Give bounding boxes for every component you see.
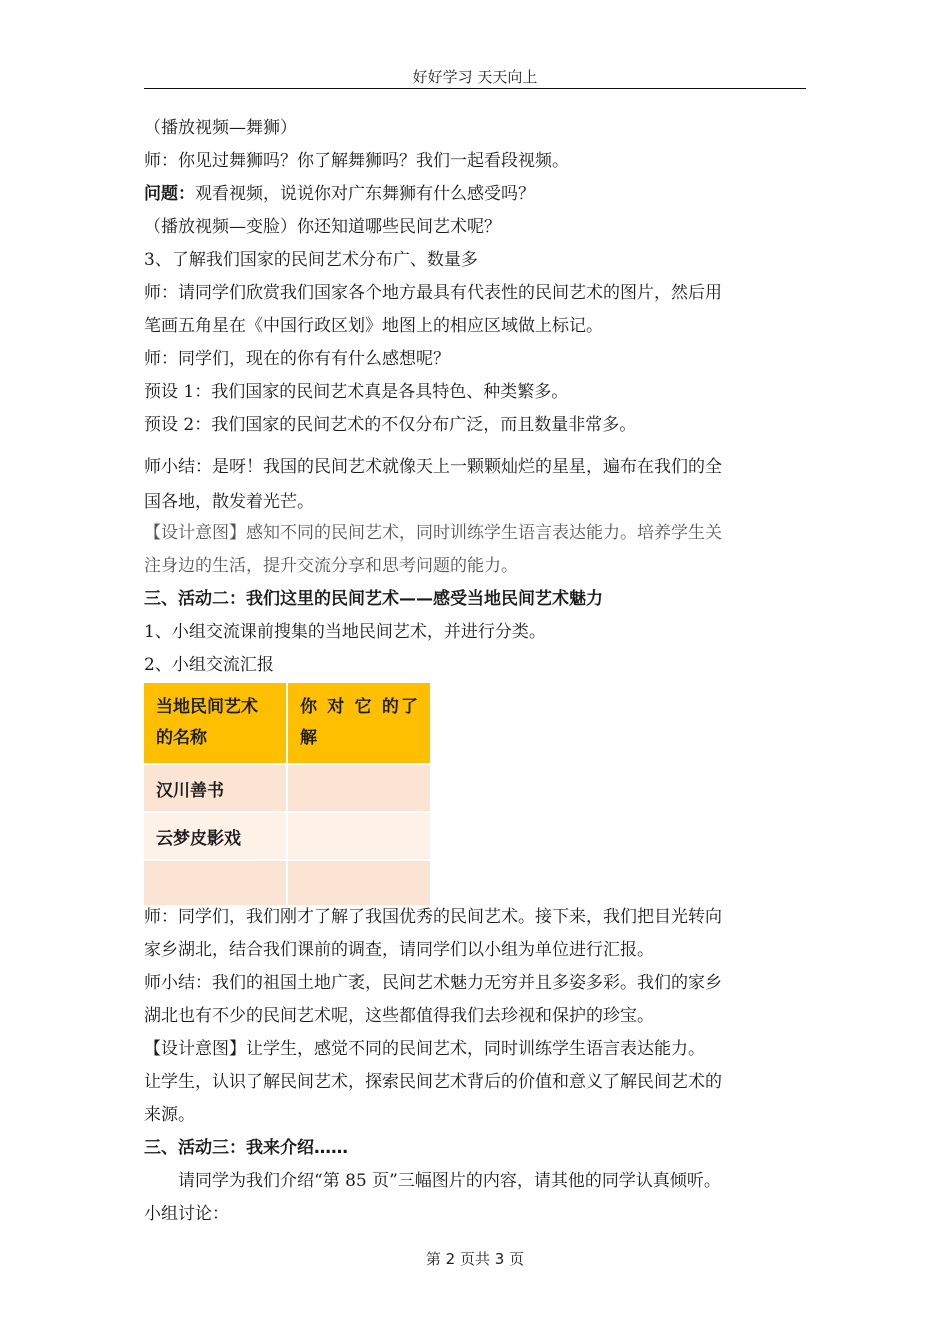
paragraph: 师：同学们，现在的你有有什么感想呢？ — [144, 349, 450, 369]
table-row — [144, 812, 430, 860]
question-label: 问题： — [144, 184, 195, 204]
paragraph: 师小结：我们的祖国土地广袤，民间艺术魅力无穷并且多姿多彩。我们的家乡 — [144, 973, 722, 993]
table-cell — [144, 860, 287, 905]
paragraph — [144, 183, 535, 205]
paragraph: 预设 2：我们国家的民间艺术的不仅分布广泛，而且数量非常多。 — [144, 415, 637, 435]
table-cell — [287, 860, 430, 905]
paragraph: 让学生，认识了解民间艺术，探索民间艺术背后的价值和意义了解民间艺术的 — [144, 1072, 722, 1092]
paragraph: 师小结：是呀！我国的民间艺术就像天上一颗颗灿烂的星星，遍布在我们的全 — [144, 457, 722, 477]
page-header: 好好学习 天天向上 — [412, 68, 538, 86]
header-rule — [144, 88, 806, 89]
table-cell: 云梦皮影戏 — [144, 812, 287, 860]
table-header-cell: 你 对 它 的了解 — [287, 683, 430, 764]
paragraph: 2、小组交流汇报 — [144, 655, 274, 675]
table-cell — [287, 812, 430, 860]
paragraph: （播放视频—变脸）你还知道哪些民间艺术呢？ — [144, 217, 501, 237]
table-row — [144, 860, 430, 905]
section-heading: 三、活动三：我来介绍…… — [144, 1138, 348, 1158]
paragraph: 请同学为我们介绍“第 85 页”三幅图片的内容，请其他的同学认真倾听。 — [178, 1171, 721, 1191]
report-table — [144, 683, 430, 905]
section-heading: 三、活动二：我们这里的民间艺术——感受当地民间艺术魅力 — [144, 589, 603, 609]
table-header-row — [144, 683, 430, 764]
paragraph: 1、小组交流课前搜集的当地民间艺术，并进行分类。 — [144, 622, 546, 642]
table-cell: 汉川善书 — [144, 764, 287, 812]
paragraph: 小组讨论： — [144, 1204, 229, 1224]
design-intent: 注身边的生活，提升交流分享和思考问题的能力。 — [144, 556, 518, 576]
paragraph: （播放视频—舞狮） — [144, 118, 297, 138]
table-cell — [287, 764, 430, 812]
paragraph: 师：同学们，我们刚才了解了我国优秀的民间艺术。接下来，我们把目光转向 — [144, 907, 722, 927]
design-intent: 【设计意图】感知不同的民间艺术，同时训练学生语言表达能力。培养学生关 — [144, 523, 722, 543]
paragraph: 湖北也有不少的民间艺术呢，这些都值得我们去珍视和保护的珍宝。 — [144, 1006, 654, 1026]
paragraph: 来源。 — [144, 1105, 195, 1125]
page-footer: 第 2 页共 3 页 — [425, 1250, 525, 1268]
question-text: 观看视频，说说你对广东舞狮有什么感受吗？ — [195, 184, 535, 204]
design-intent: 【设计意图】让学生，感觉不同的民间艺术，同时训练学生语言表达能力。 — [144, 1039, 705, 1059]
paragraph: 3、了解我们国家的民间艺术分布广、数量多 — [144, 250, 478, 270]
paragraph: 家乡湖北，结合我们课前的调查，请同学们以小组为单位进行汇报。 — [144, 940, 654, 960]
paragraph: 笔画五角星在《中国行政区划》地图上的相应区域做上标记。 — [144, 316, 603, 336]
table-header-cell: 当地民间艺术的名称 — [144, 683, 287, 764]
paragraph: 预设 1：我们国家的民间艺术真是各具特色、种类繁多。 — [144, 382, 569, 402]
table-row — [144, 764, 430, 812]
paragraph: 师：你见过舞狮吗？你了解舞狮吗？我们一起看段视频。 — [144, 151, 569, 171]
paragraph: 师：请同学们欣赏我们国家各个地方最具有代表性的民间艺术的图片，然后用 — [144, 283, 722, 303]
paragraph: 国各地，散发着光芒。 — [144, 492, 314, 512]
